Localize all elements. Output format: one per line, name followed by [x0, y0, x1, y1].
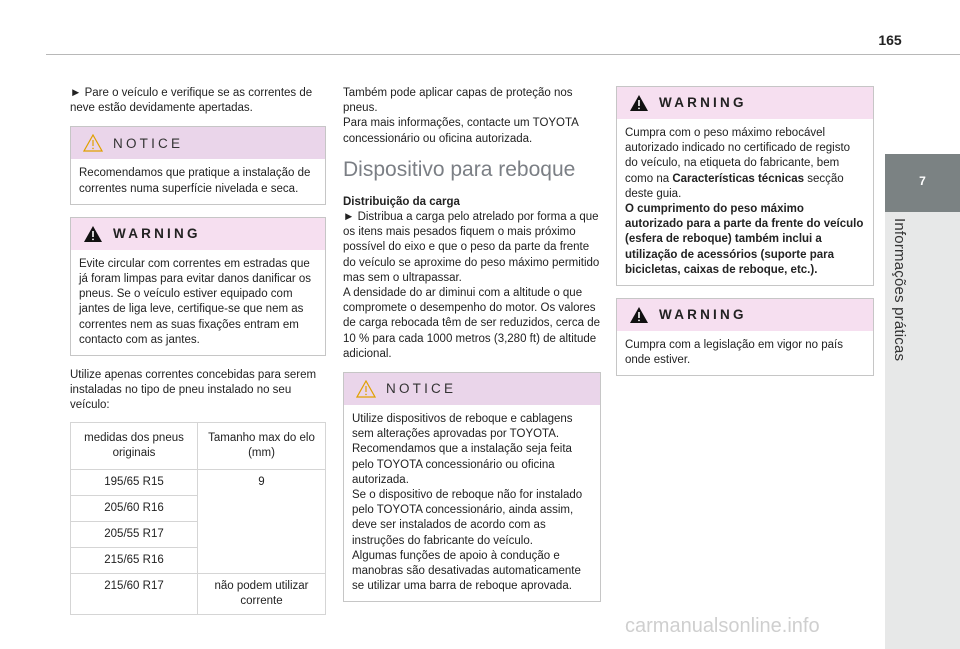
- notice-title: NOTICE: [386, 381, 457, 397]
- table-cell: 205/55 R17: [71, 521, 197, 547]
- warning-title: WARNING: [113, 226, 201, 242]
- table-header-cell: Tamanho max do elo (mm): [208, 431, 315, 459]
- page-number: 165: [878, 32, 902, 48]
- warning-triangle-outline-icon: [83, 134, 103, 152]
- warning-box: [70, 217, 326, 356]
- column-1: [70, 86, 326, 615]
- warning-body: [617, 119, 873, 285]
- warning-title: WARNING: [659, 307, 747, 323]
- table-cell: 215/65 R16: [71, 547, 197, 573]
- top-divider: [46, 54, 960, 55]
- notice-box: [343, 372, 601, 602]
- warning-triangle-filled-icon: [83, 225, 103, 243]
- table-header-row: [71, 423, 325, 469]
- warning-body: Evite circular com correntes em estradas que já foram limpas para evitar danos danificar os pneus. Se o veículo estiver equipado com jantes de liga leve, certifique-se que nem as correntes nem as suas fixações entram em contacto com as jantes.: [79, 257, 312, 346]
- column-2: [343, 86, 601, 614]
- warning-text-bold: Características técnicas: [672, 172, 805, 185]
- table-cell: 9: [258, 475, 265, 488]
- notice-title: NOTICE: [113, 135, 184, 151]
- table-cell: 205/60 R16: [71, 495, 197, 521]
- warning-triangle-filled-icon: [629, 306, 649, 324]
- notice-body: Utilize dispositivos de reboque e cablagens sem alterações aprovadas por TOYOTA. Recomendamos que a instalação seja feita pelo TOYOTA concessionário ou oficina autorizada. Se o dispositivo de reboque não for instalado pelo TOYOTA concessionário, ainda assim, deve ser instalados de acordo com as instruções do fabricante do veículo. Algumas funções de apoio à condução e manobras são desativadas automaticamente se utilizar uma barra de reboque aprovada.: [352, 413, 583, 593]
- notice-header: [344, 373, 600, 405]
- warning-box: [616, 298, 874, 376]
- table-cell: não podem utilizar corrente: [214, 580, 309, 608]
- watermark: carmanualsonline.info: [625, 615, 820, 637]
- subheading: Distribuição da carga: [343, 195, 460, 208]
- notice-body: Recomendamos que pratique a instalação de correntes numa superfície nivelada e seca.: [79, 167, 311, 195]
- warning-body: Cumpra com a legislação em vigor no país onde estiver.: [625, 339, 843, 367]
- table-row: [71, 573, 325, 614]
- table-header-cell: medidas dos pneus originais: [71, 423, 198, 469]
- column-3: [616, 86, 874, 388]
- body-text: ► Distribua a carga pelo atrelado por forma a que os itens mais pesados fiquem o mais próximo possível do eixo e que o peso da parte da frente do veículo se aproxime do peso máximo permitido mas sem o ultrapassar. A densidade do ar diminui com a altitude o que compromete o desempenho do motor. Os valores de carga rebocada têm de ser reduzidos, cerca de 10 % para cada 1000 metros (3,280 ft) de altitude adicional.: [343, 211, 600, 360]
- warning-header: [71, 218, 325, 250]
- warning-header: [617, 87, 873, 119]
- table-row-group: [71, 469, 325, 574]
- chapter-tab[interactable]: [885, 154, 960, 212]
- warning-text: secção deste guia.: [625, 172, 844, 200]
- warning-title: WARNING: [659, 95, 747, 111]
- warning-header: [617, 299, 873, 331]
- chapter-number: 7: [919, 174, 926, 188]
- intro-text: Também pode aplicar capas de proteção nos pneus. Para mais informações, contacte um TOYOTA concessionário ou oficina autorizada.: [343, 87, 579, 145]
- warning-triangle-filled-icon: [629, 94, 649, 112]
- warning-text: Cumpra com o peso máximo rebocável autorizado indicado no certificado de registo do veículo, na etiqueta do fabricante, bem como na: [625, 127, 851, 185]
- notice-box: [70, 126, 326, 204]
- section-title: Dispositivo para reboque: [343, 157, 576, 181]
- chains-text: Utilize apenas correntes concebidas para serem instaladas no tipo de pneu instalado no seu veículo:: [70, 369, 317, 412]
- warning-text-bold: O cumprimento do peso máximo autorizado para a parte da frente do veículo (esfera de reboque) também inclui a utilização de acessórios (suporte para bicicletas, caixas de reboque, etc.).: [625, 203, 864, 276]
- table-cell: 195/65 R15: [104, 475, 164, 488]
- warning-box: [616, 86, 874, 286]
- chains-table: [70, 422, 326, 616]
- intro-text: ► Pare o veículo e verifique se as correntes de neve estão devidamente apertadas.: [70, 87, 313, 115]
- notice-header: [71, 127, 325, 159]
- table-cell: 215/60 R17: [71, 574, 198, 614]
- chapter-title: Informações práticas: [891, 218, 908, 362]
- warning-triangle-outline-icon: [356, 380, 376, 398]
